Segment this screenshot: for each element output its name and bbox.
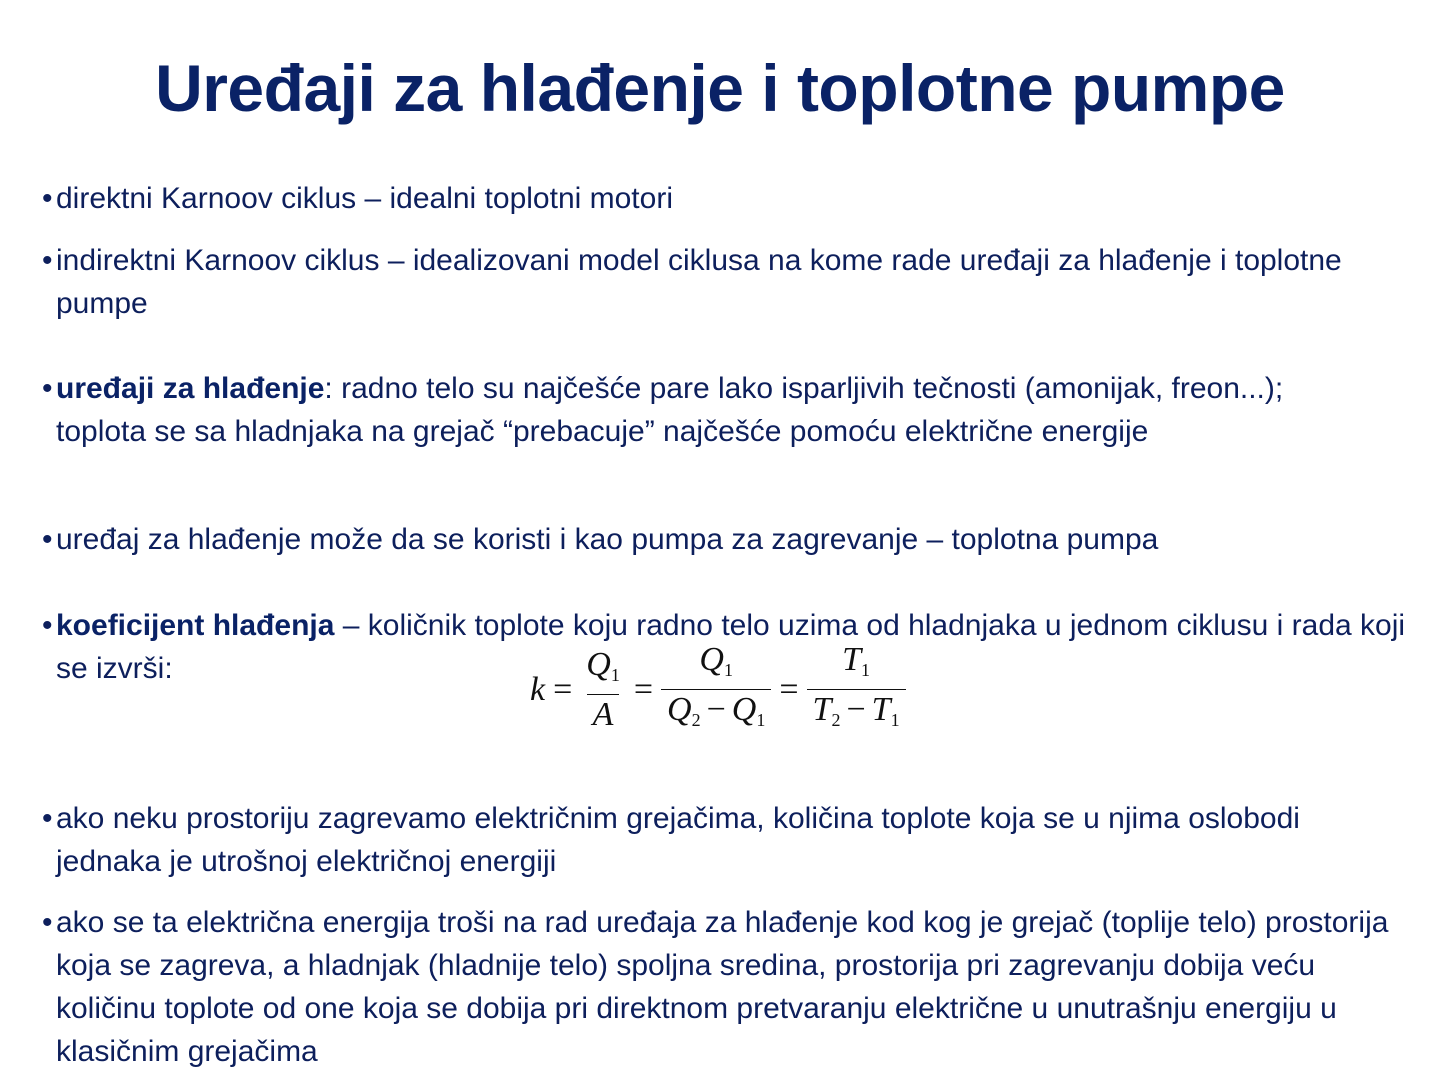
var: A (592, 695, 614, 733)
bullet-text: – količnik toplote koju radno telo uzima od hladnjaka u jednom ciklusu i rada koji se izvrši: (56, 609, 1406, 685)
subscript: 1 (890, 709, 900, 730)
minus-sign: − (706, 690, 726, 728)
subscript: 1 (723, 659, 733, 680)
minus-sign: − (846, 690, 866, 728)
var: T (842, 640, 861, 678)
bullet-dot: • (42, 906, 53, 939)
bullet-text: direktni Karnoov ciklus – idealni toplotni motori (56, 182, 673, 215)
subscript: 2 (831, 709, 841, 730)
bullet-text: indirektni Karnoov ciklus – idealizovani model ciklusa na kome rade uređaji za hlađenje i toplotne pumpe (56, 244, 1342, 320)
fraction-q1-over-a (580, 646, 626, 735)
bullet-term: koeficijent hlađenja (56, 609, 335, 642)
fraction-t1-over-t2-minus-t1 (807, 641, 906, 740)
bullet-term: uređaji za hlađenje (56, 372, 325, 405)
bullet-dot: • (42, 244, 53, 277)
equals-sign: = (779, 671, 799, 708)
bullet-heat-pump (42, 518, 1426, 561)
bullet-text: ako se ta električna energija troši na rad uređaja za hlađenje kod kog je grejač (toplije telo) prostorija koja se zagreva, a hladnjak (hladnije telo) spoljna sredina, prostorija pri zagrevanju dobija veću količinu toplote od one koja se dobija pri direktnom pretvaranju električne u unutrašnju energiju u klasičnim grejačima (56, 906, 1389, 1068)
bullet-electric-heaters (42, 797, 1346, 883)
subscript: 1 (610, 664, 620, 685)
equals-sign: = (553, 671, 573, 708)
bullet-dot: • (42, 802, 53, 835)
slide-title: Uređaji za hlađenje i toplotne pumpe (155, 51, 1285, 125)
bullet-dot: • (42, 182, 53, 215)
bullet-text: uređaj za hlađenje može da se koristi i kao pumpa za zagrevanje – toplotna pumpa (56, 523, 1159, 556)
bullet-heat-pump-advantage (42, 901, 1416, 1073)
fraction-q1-over-q2-minus-q1 (661, 641, 771, 740)
formula-lhs: k (530, 671, 546, 708)
subscript: 1 (756, 709, 766, 730)
bullet-direct-carnot-cycle (42, 177, 1426, 220)
var: Q (586, 645, 611, 683)
var: Q (667, 690, 692, 728)
equals-sign: = (633, 671, 654, 708)
bullet-dot: • (42, 609, 53, 642)
cooling-coefficient-formula (530, 640, 906, 740)
var: Q (699, 640, 724, 678)
subscript: 2 (691, 709, 701, 730)
var: T (871, 690, 891, 728)
bullet-text: ako neku prostoriju zagrevamo električnim grejačima, količina toplote koja se u njima oslobodi jednaka je utrošnoj električnoj energiji (56, 802, 1300, 878)
bullet-indirect-carnot-cycle (42, 239, 1426, 325)
bullet-cooling-devices (42, 367, 1306, 453)
bullet-dot: • (42, 523, 53, 556)
subscript: 1 (861, 659, 870, 680)
var: Q (731, 690, 757, 728)
bullet-dot: • (42, 372, 53, 405)
bullet-text: : radno telo su najčešće pare lako isparljivih tečnosti (amonijak, freon...); toplota se sa hladnjaka na grejač “prebacuje” najčešće pomoću električne energije (56, 372, 1284, 448)
var: T (812, 690, 832, 728)
